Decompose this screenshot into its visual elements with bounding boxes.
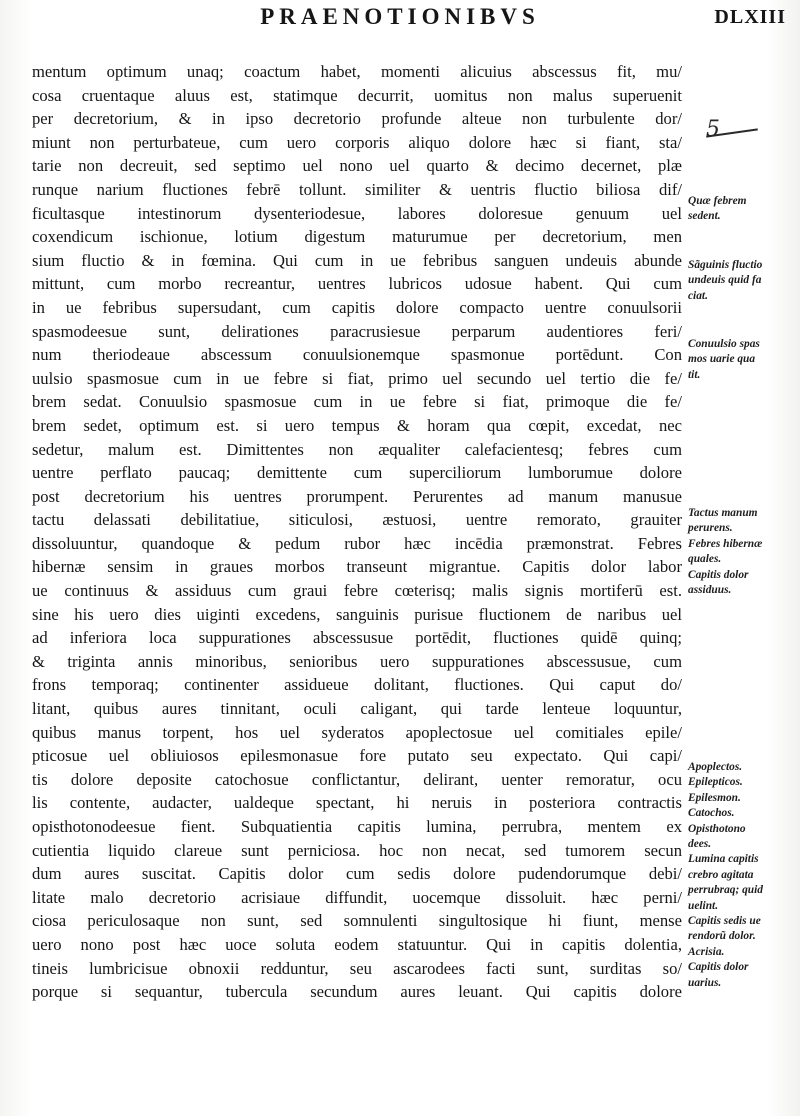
margin-note-line: Febres hibernæ [688,537,763,550]
margin-note-line: Sãguinis fluctio [688,259,763,271]
text-line: lis contente, audacter, ualdeque spectant, hi neruis in posteriora contractis [32,793,682,813]
text-line: porque si sequantur, tubercula secundum aures leuant. Qui capitis dolore [32,982,682,1002]
margin-note-line: ciat. [688,289,708,302]
margin-note-line: Opisthotono [688,822,746,835]
text-line: miunt non perturbateue, cum uero corporis aliquo dolore hæc si fiant, sta/ [32,132,682,152]
margin-note-line: Tactus manum [688,507,758,519]
margin-note-line: Quæ febrem [688,195,747,207]
text-line: pticosue uel obliuiosos epilesmonasue fore putato seu expectato. Qui capi/ [32,746,682,766]
text-line: hibernæ sensim in graues morbos transeunt migrantue. Capitis dolor labor [32,557,682,577]
margin-note-line: Epilesmon. [688,791,741,804]
margin-note-line: tit. [688,368,701,381]
margin-note-line: sedent. [688,210,721,223]
text-line: ciosa periculosaque non sunt, sed somnulenti singultosique hi fiunt, mense [32,911,682,931]
text-line: tactu delassati debilitatiue, siticulosi, æstuosi, uentre remorato, grauiter [32,510,682,530]
text-line: ue continuus & assiduus cum graui febre cœterisq; malis signis mortiferū est. [32,581,682,601]
text-line: frons temporaq; continenter assidueue dolitant, fluctiones. Qui caput do/ [32,675,682,695]
margin-note-line: Catochos. [688,807,735,820]
margin-note-febrem [688,194,798,225]
text-line: quibus manus torpent, hos uel syderatos apoplectosue uel comitiales epile/ [32,722,682,742]
margin-note-line: crebro agitata [688,868,754,881]
margin-note-line: Acrisia. [688,945,725,958]
margin-note-line: undeuis quid fa [688,274,762,287]
text-line: cutientia liquido clareue sunt perniciosa. hoc non necat, sed tumorem secun [32,840,682,860]
margin-note-line: mos uarie qua [688,353,756,366]
margin-note-line: uelint. [688,899,719,912]
text-line: mentum optimum unaq; coactum habet, momenti alicuius abscessus fit, mu/ [32,62,682,81]
margin-note-line: perrubraq; quid [688,884,764,897]
margin-note-line: Epilepticos. [688,776,743,789]
text-line: opisthotonodeesue fient. Subquatientia capitis lumina, perrubra, mentem ex [32,817,682,836]
text-line: tis dolore deposite catochosue conflictantur, delirant, uenter remoratur, ocu [32,769,682,789]
margin-note-line: Apoplectos. [688,761,743,773]
margin-note-line: Lumina capitis [688,853,759,866]
body-text [32,60,682,1004]
text-line: sedetur, malum est. Dimittentes non æqualiter calefacientesq; febres cum [32,439,682,459]
text-line: tarie non decreuit, sed septimo uel nono uel quarto & decimo decernet, plæ [32,156,682,176]
text-line: sium fluctio & in fœmina. Qui cum in ue febribus sanguen undeuis abunde [32,250,682,270]
text-line: ficultasque intestinorum dysenteriodesue, labores doloresue genuum uel [32,203,682,223]
text-line: ad inferiora loca suppurationes abscessusue portēdit, fluctiones quidē quinq; [32,628,682,648]
text-line: litant, quibus aures tinnitant, oculi caligant, qui tarde lenteue loquuntur, [32,699,682,719]
text-line: uulsio spasmosue cum in ue febre si fiat, primo uel secundo uel tertio die fe/ [32,368,682,388]
text-line: num theriodeaue abscessum conuulsionemque spasmonue portēdunt. Con [32,345,682,365]
text-line: sine his uero dies uiginti excedens, sanguinis purisue fluctionem de naribus uel [32,604,682,624]
text-line: & triginta annis minoribus, senioribus uero suppurationes abscessusue, cum [32,651,682,671]
text-line: uentre perflato paucaq; demittente cum superciliorum lumborumue dolore [32,463,682,483]
handwritten-annotation: 5 [706,117,720,142]
margin-note-line: quales. [688,553,722,566]
text-line: cosa cruentaque aluus est, statimque decurrit, uomitus non malus superuenit [32,85,682,105]
margin-note-line: Capitis sedis ue [688,915,761,928]
text-line: dissoluuntur, quandoque & pedum rubor hæc incēdia præmonstrat. Febres [32,533,682,553]
text-line: runque narium fluctiones febrē tollunt. similiter & uentris fluctio biliosa dif/ [32,179,682,199]
text-line: spasmodeesue sunt, delirationes paracrusiesue perparum audentiores feri/ [32,321,682,341]
text-line: per decretorium, & in ipso decretorio profunde alteue non turbulente dor/ [32,109,682,129]
margin-note-saguinis [688,258,798,304]
text-line: coxendicum ischionue, lotium digestum maturumue per decretorium, men [32,227,682,247]
margin-note-line: Capitis dolor [688,568,749,581]
margin-note-line: Capitis dolor [688,961,749,974]
text-line: brem sedat. Conuulsio spasmosue cum in ue febre si fiat, primoque die fe/ [32,392,682,412]
running-head: PRAENOTIONIBVS [260,4,540,29]
margin-note-line: rendorũ dolor. [688,930,756,943]
text-line: dum aures suscitat. Capitis dolor cum sedis dolore pudendorumque debi/ [32,864,682,884]
margin-note-tactus [688,506,798,598]
margin-note-line: Conuulsio spas [688,338,760,350]
margin-note-line: uarius. [688,976,722,989]
text-line: mittunt, cum morbo recreantur, uentres lubricos udosue habent. Qui cum [32,274,682,294]
margin-note-line: perurens. [688,522,733,535]
text-line: litate malo decretorio acrisiaue diffundit, uocemque dissoluit. hæc perni/ [32,887,682,907]
text-line: tineis lumbricisue obnoxii redduntur, seu ascarodees facti sunt, surditas so/ [32,958,682,978]
margin-note-line: assiduus. [688,584,732,597]
text-line: brem sedet, optimum est. si uero tempus & horam qua cœpit, excedat, nec [32,415,682,435]
text-line: in ue febribus supersudant, cum capitis dolore compacto uentre conuulsorii [32,297,682,317]
margin-note-line: dees. [688,838,712,851]
margin-note-apoplectos [688,760,798,991]
folio-number: DLXIII [714,6,786,28]
text-line: uero nono post hæc uoce soluta eodem statuuntur. Qui in capitis dolentia, [32,934,682,954]
margin-note-conuulsio [688,337,798,383]
text-line: post decretorium his uentres prorumpent. Perurentes ad manum manusue [32,486,682,506]
